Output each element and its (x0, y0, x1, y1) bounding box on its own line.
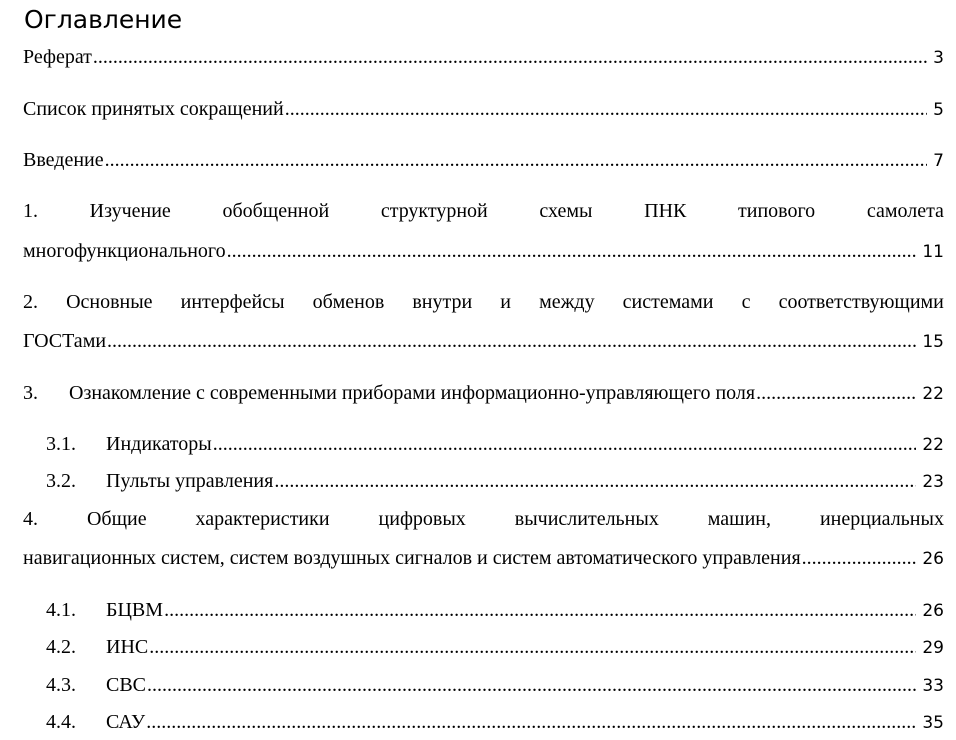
toc-entry-number: 1. (23, 200, 38, 222)
toc-entry-text: Список принятых сокращений (23, 98, 284, 120)
toc-entry-number: 4.2. (46, 636, 76, 658)
toc-page-number: 22 (922, 384, 944, 404)
toc-entry-line (23, 236, 944, 266)
toc-page-number: 5 (933, 100, 944, 120)
toc-word: между (539, 291, 595, 313)
toc-word: инерциальных (819, 508, 944, 530)
toc-entry-4-3[interactable] (46, 670, 944, 700)
toc-entry-number: 4.3. (46, 674, 76, 696)
dot-leader (226, 236, 917, 266)
toc-entry-number: 3.2. (46, 470, 76, 492)
toc-entry-abbreviations[interactable] (23, 94, 944, 124)
toc-word: обобщенной (222, 200, 330, 222)
toc-entry-3-1[interactable] (46, 429, 944, 459)
toc-word: самолета (866, 200, 944, 222)
toc-entry-text: Индикаторы (106, 433, 212, 455)
toc-word: ПНК (644, 200, 687, 222)
toc-page-number: 23 (922, 472, 944, 492)
toc-word: с (741, 291, 751, 313)
toc-page-number: 35 (922, 713, 944, 733)
toc-entry-line (23, 196, 944, 226)
dot-leader (755, 378, 916, 408)
toc-entry-4-4[interactable] (46, 707, 944, 737)
toc-page-number: 26 (922, 549, 944, 569)
dot-leader (146, 670, 916, 700)
toc-page-number: 33 (922, 676, 944, 696)
toc-word: типового (738, 200, 816, 222)
toc-entry-text: Реферат (23, 46, 92, 68)
toc-word: Изучение (89, 200, 171, 222)
toc-entry-text: ГОСТами (23, 330, 107, 352)
dot-leader (106, 326, 916, 356)
toc-page-number: 3 (933, 48, 944, 68)
dot-leader (212, 429, 917, 459)
toc-page-number: 15 (922, 332, 944, 352)
dot-leader (145, 707, 916, 737)
toc-word: интерфейсы (180, 291, 285, 313)
toc-word: характеристики (195, 508, 330, 530)
toc-entry-3[interactable] (23, 378, 944, 408)
toc-page-number: 7 (933, 151, 944, 171)
toc-entry-line (23, 504, 944, 534)
toc-entry-text: навигационных систем, систем воздушных сигналов и систем автоматического управления (23, 547, 801, 569)
dot-leader (273, 466, 916, 496)
dot-leader (148, 632, 916, 662)
toc-entry-abstract[interactable] (23, 42, 944, 72)
toc-page-number: 26 (922, 601, 944, 621)
toc-entry-introduction[interactable] (23, 145, 944, 175)
toc-entry-line (23, 326, 944, 356)
toc-word: системами (622, 291, 714, 313)
toc-word: Общие (86, 508, 147, 530)
toc-entry-line (23, 543, 944, 573)
toc-entry-text: Ознакомление с современными приборами информационно-управляющего поля (69, 382, 756, 404)
toc-word: схемы (539, 200, 593, 222)
toc-title: Оглавление (24, 5, 183, 34)
toc-entry-text: Пульты управления (106, 470, 274, 492)
toc-page-number: 29 (922, 638, 944, 658)
toc-word: структурной (380, 200, 488, 222)
toc-entry-text: многофункционального (23, 240, 226, 262)
toc-word: машин, (707, 508, 771, 530)
toc-entry-text: ИНС (106, 636, 149, 658)
toc-entry-4-1[interactable] (46, 595, 944, 625)
toc-entry-number: 4.1. (46, 599, 76, 621)
toc-page-number: 22 (922, 435, 944, 455)
toc-entry-number: 2. (23, 291, 38, 313)
toc-word: цифровых (378, 508, 466, 530)
toc-entry-number: 4.4. (46, 711, 76, 733)
toc-entry-number: 4. (23, 508, 38, 530)
toc-word: и (500, 291, 511, 313)
toc-entry-line (23, 287, 944, 317)
toc-entry-text: САУ (106, 711, 146, 733)
dot-leader (284, 94, 927, 124)
toc-word: Основные (66, 291, 153, 313)
dot-leader (163, 595, 916, 625)
toc-entry-text: СВС (106, 674, 147, 696)
toc-entry-text: Введение (23, 149, 104, 171)
dot-leader (801, 543, 917, 573)
toc-word: соответствующими (778, 291, 944, 313)
dot-leader (104, 145, 928, 175)
toc-entry-3-2[interactable] (46, 466, 944, 496)
toc-entry-text: БЦВМ (106, 599, 164, 621)
toc-entry-4-2[interactable] (46, 632, 944, 662)
toc-word: вычислительных (514, 508, 659, 530)
toc-word: внутри (412, 291, 473, 313)
toc-entry-number: 3. (23, 382, 38, 404)
toc-entry-number: 3.1. (46, 433, 76, 455)
toc-page-number: 11 (922, 242, 944, 262)
toc-word: обменов (312, 291, 385, 313)
dot-leader (92, 42, 927, 72)
